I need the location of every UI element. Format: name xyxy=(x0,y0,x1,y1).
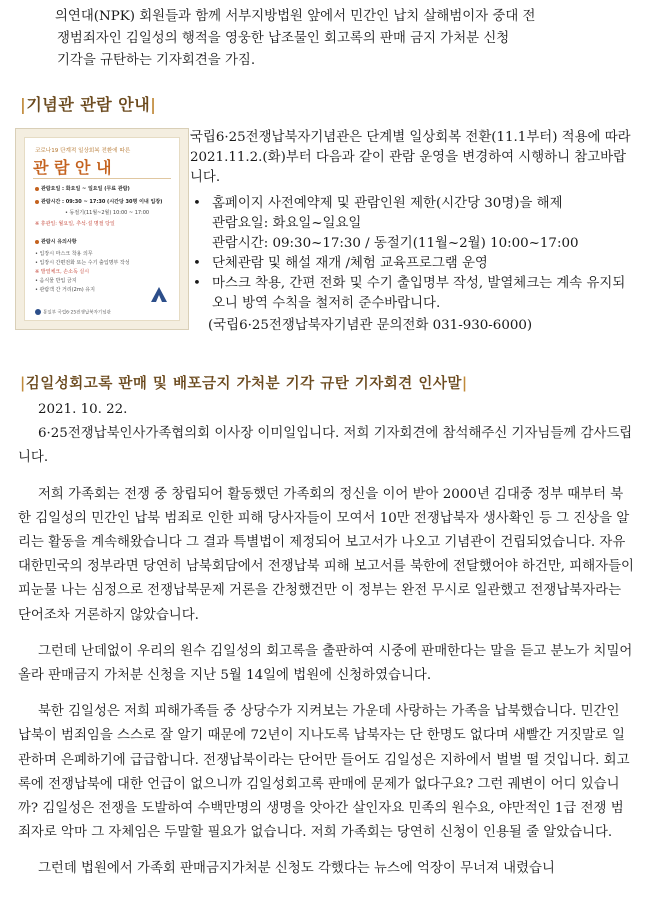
title-bar-left: | xyxy=(20,375,26,392)
intro-paragraph xyxy=(55,6,635,72)
bullet-icon: • xyxy=(193,256,201,271)
speech-paragraph: 그런데 난데없이 우리의 원수 김일성의 회고록을 출판하여 시중에 판매한다는 말을 듣고 분노가 치밀어 올라 판매금지 가처분 신청을 지난 5월 14일에 법원에 신청하였습니다. xyxy=(18,643,633,684)
info-item: • 홈페이지 사전예약제 및 관람인원 제한(시간당 30명)을 해제 xyxy=(190,194,638,214)
bullet-icon xyxy=(35,187,39,191)
poster-line: • 입장시 마스크 착용 의무 xyxy=(35,251,93,257)
poster-line: ※ 발열체크, 손소독 실시 xyxy=(35,269,90,275)
section-title-text: 김일성회고록 판매 및 배포금지 가처분 기각 규탄 기자회견 인사말 xyxy=(25,375,462,392)
bullet-icon: • xyxy=(193,276,201,291)
visit-guide-poster xyxy=(15,128,189,330)
poster-card xyxy=(24,137,180,321)
poster-line: 관람시 유의사항 xyxy=(35,238,77,245)
contact-line: (국립6·25전쟁납북자기념관 문의전화 031-930-6000) xyxy=(208,318,533,333)
bullet-icon xyxy=(35,240,39,244)
visit-info xyxy=(190,128,638,336)
speech-paragraph: 그런데 법원에서 가족회 판매금지가처분 신청도 각했다는 뉴스에 억장이 무너져 내렸습니 xyxy=(38,861,555,877)
speech-date: 2021. 10. 22. xyxy=(38,402,128,417)
government-seal-icon xyxy=(35,309,41,315)
info-item: • 마스크 착용, 간편 전화 및 수기 출입명부 작성, 발열체크는 계속 유지되오니 방역 수칙을 철저히 준수바랍니다. xyxy=(193,276,626,311)
info-subitem: 관람요일: 화요일~일요일 xyxy=(212,216,362,231)
intro-line: 쟁범죄자인 김일성의 행적을 영웅한 납조물인 회고록의 판매 금지 가처분 신청 xyxy=(57,31,510,46)
section-title-text: 기념관 관람 안내 xyxy=(26,95,151,114)
bullet-icon: • xyxy=(193,196,201,211)
poster-title: 관 람 안 내 xyxy=(33,158,112,177)
poster-line: ※ 휴관일: 월요일, 추석·설 명절 당일 xyxy=(35,221,115,227)
intro-line: 기각을 규탄하는 기자회견을 가짐. xyxy=(57,53,256,68)
poster-subtitle: 코로나19 단계적 일상회복 전환에 따른 xyxy=(35,148,131,154)
speech-paragraph: 저희 가족회는 전쟁 중 창립되어 활동했던 가족회의 정신을 이어 받아 2000년 김대중 정부 때부터 북한 김일성의 민간인 납북 범죄로 인한 피해 당사자들이 모여서 10만 전쟁납북자 생사확인 등 그 진상을 알리는 활동을 계속해왔습니다 그 결과 특별법이 제정되어 보고서가 나오고 기념관이 건립되었습니다. 자유 대한민국의 정부라면 당연히 남북회담에서 전쟁납북 피해 보고서를 북한에 전달했어야 하건만, 피해자들이 피눈물 나는 심정으로 전쟁납북문제 거론을 간청했건만 이 정부는 완전 무시로 일관했고 전쟁납북자라는 단어조차 거론하지 않았습니다. xyxy=(18,486,634,623)
section-title-press xyxy=(20,372,468,393)
section-title-museum xyxy=(20,92,157,115)
title-bar-right: | xyxy=(461,375,468,392)
poster-line: 관람요일 : 화요일 ~ 일요일 (무료 관람) xyxy=(35,185,130,192)
poster-line: • 관람객 간 거리(2m) 유지 xyxy=(35,287,95,293)
speech-body xyxy=(18,398,634,882)
speech-paragraph: 북한 김일성은 저희 피해가족들 중 상당수가 지켜보는 가운데 사랑하는 가족을 납북했습니다. 민간인 납북이 범죄임을 스스로 잘 알기 때문에 72년이 지나도록 납북자는 단 한명도 없다며 새빨간 거짓말로 일관하며 은폐하기에 급급합니다. 전쟁납북이라는 단어만 들어도 김일성은 지하에서 벌벌 떨 것입니다. 회고록에 전쟁납북에 대한 언급이 없으니까 김일성회고록 판매에 문제가 없다구요? 그런 궤변이 어디 있습니까? 김일성은 전쟁을 도발하여 수백만명의 생명을 앗아간 살인자요 민족의 원수요, 야만적인 1급 전쟁 범죄자로 악마 그 자체임은 두말할 필요가 없습니다. 저희 가족회는 당연히 신청이 인용될 줄 알았습니다. xyxy=(18,704,630,841)
intro-line: 의연대(NPK) 회원들과 함께 서부지방법원 앞에서 민간인 납치 살해범이자 중대 전 xyxy=(55,9,536,24)
poster-footer: 통일부 국립6·25전쟁납북자기념관 xyxy=(35,309,111,316)
museum-logo-icon xyxy=(149,284,169,304)
title-bar-left: | xyxy=(20,95,27,114)
speech-paragraph: 6·25전쟁납북인사가족협의회 이사장 이미일입니다. 저희 기자회견에 참석해주신 기자님들께 감사드립니다. xyxy=(18,426,633,466)
info-lead: 국립6·25전쟁납북자기념관은 단계별 일상회복 전환(11.1부터) 적용에 따라 2021.11.2.(화)부터 다음과 같이 관람 운영을 변경하여 시행하니 참고바랍니다. xyxy=(190,130,631,185)
info-list xyxy=(190,194,638,314)
poster-divider xyxy=(33,178,171,179)
title-bar-right: | xyxy=(150,95,157,114)
poster-line: • 동절기(11월~2월) 10:00 ~ 17:00 xyxy=(65,210,150,216)
poster-line: • 입장시 간편전화 또는 수기 출입명부 작성 xyxy=(35,260,130,266)
info-item: • 단체관람 및 해설 재개 /체험 교육프로그램 운영 xyxy=(190,254,638,274)
poster-line: • 음식물 반입 금지 xyxy=(35,278,77,284)
bullet-icon xyxy=(35,200,39,204)
info-subitem: 관람시간: 09:30~17:30 / 동절기(11월~2월) 10:00~17:00 xyxy=(212,236,579,251)
poster-line: 관람시간 : 09:30 ~ 17:30 (시간당 30명 이내 입장) xyxy=(35,198,162,205)
